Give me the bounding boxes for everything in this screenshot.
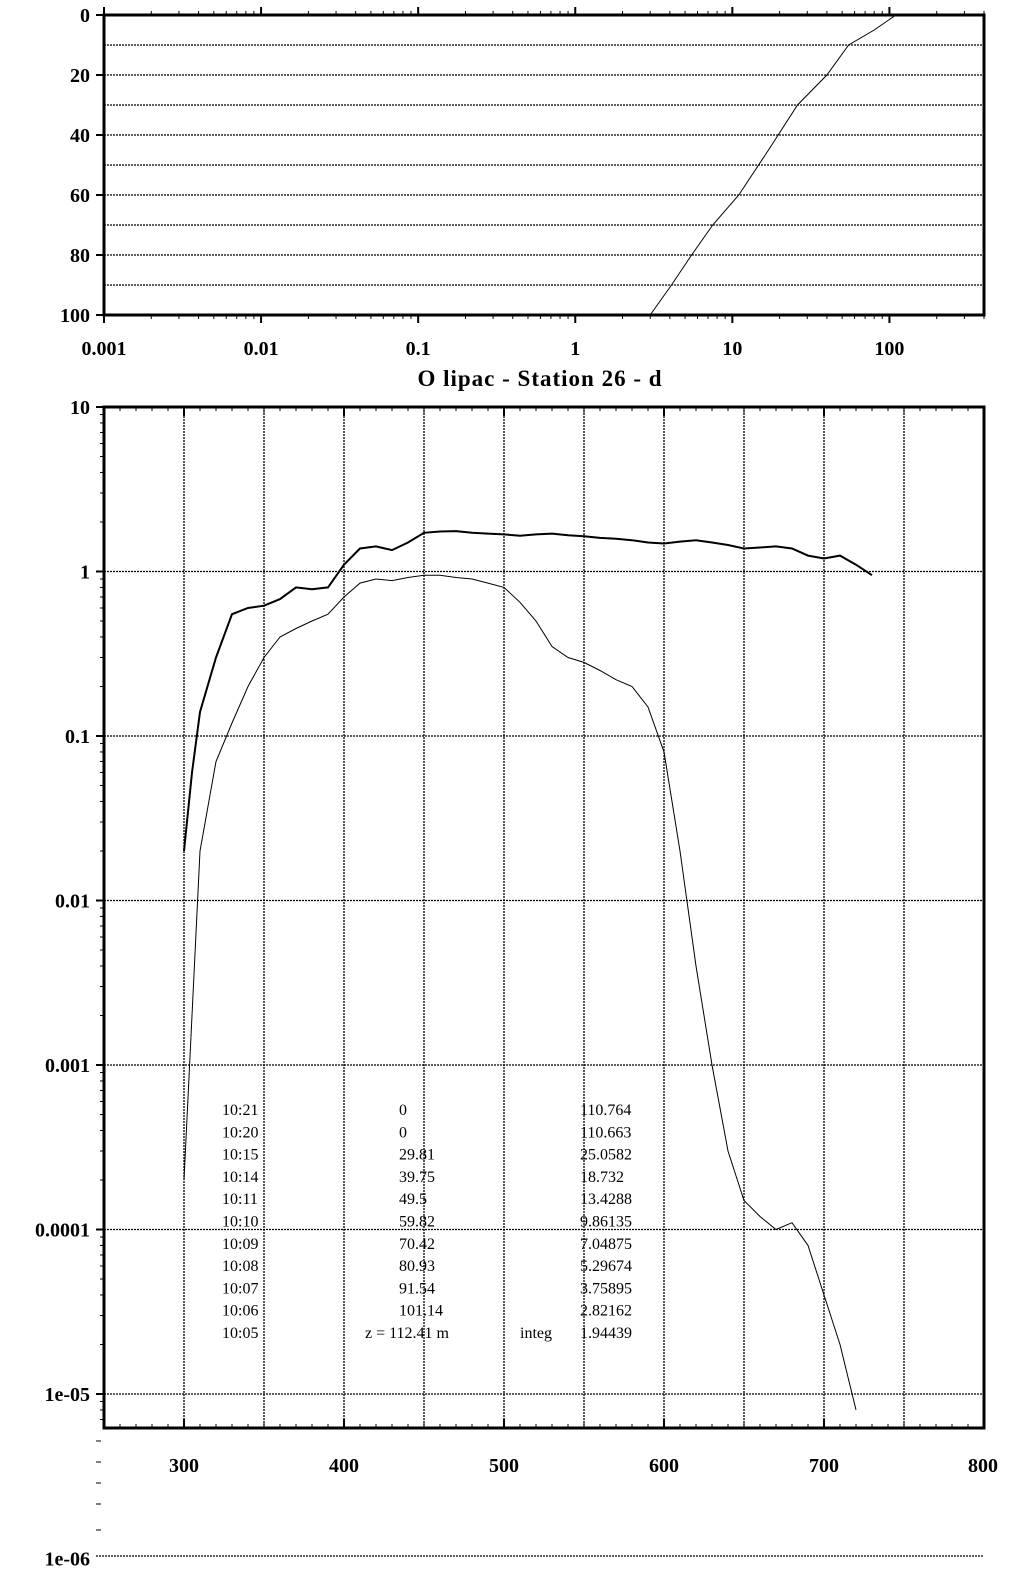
irradiance-tick-label: 0.1 [405, 338, 431, 360]
legend-time: 10:08 [222, 1258, 259, 1276]
legend-time: 10:09 [222, 1235, 259, 1253]
spectra-y-tick-label: 1e-05 [44, 1384, 90, 1406]
legend-depth: 0 [399, 1124, 407, 1142]
cast-legend [222, 1102, 632, 1342]
spectra-y-tick-label: 10 [70, 397, 90, 419]
legend-depth: z = 112.41 m [365, 1325, 449, 1342]
legend-time: 10:20 [222, 1124, 259, 1142]
legend-value: 5.29674 [580, 1258, 632, 1276]
legend-depth: 39.75 [399, 1168, 435, 1186]
legend-value: 25.0582 [580, 1146, 632, 1164]
chart-title: O lipac - Station 26 - d [417, 366, 663, 391]
irradiance-axis-ticks [82, 7, 985, 360]
spectra-y-tick-label: 0.01 [55, 890, 90, 913]
wavelength-tick-label: 700 [809, 1455, 839, 1477]
legend-value: 7.04875 [580, 1235, 632, 1253]
irradiance-tick-label: 10 [722, 338, 743, 360]
irradiance-tick-label: 100 [874, 338, 905, 360]
depth-axis-ticks [60, 5, 104, 327]
legend-depth: 70.42 [399, 1235, 435, 1253]
irradiance-tick-label: 1 [570, 338, 581, 360]
legend-time: 10:10 [222, 1213, 259, 1231]
legend-time: 10:21 [222, 1102, 259, 1119]
legend-time: 10:15 [222, 1146, 259, 1164]
depth-profile-grid [104, 45, 984, 285]
depth-profile-panel [60, 5, 984, 360]
spectra-y-axis-ticks [35, 397, 104, 1571]
depth-tick-label: 60 [70, 185, 90, 207]
legend-value: 13.4288 [580, 1191, 632, 1209]
wavelength-tick-label: 500 [489, 1455, 519, 1477]
wavelength-tick-label: 300 [169, 1455, 199, 1477]
depth-tick-label: 100 [60, 305, 90, 327]
spectra-panel [35, 397, 998, 1571]
legend-integ-label: integ [520, 1325, 552, 1342]
legend-value: 3.75895 [580, 1280, 632, 1298]
legend-value: 110.663 [580, 1124, 632, 1142]
spectra-y-tick-label: 0.0001 [35, 1219, 90, 1242]
legend-time: 10:07 [222, 1280, 259, 1298]
depth-tick-label: 80 [70, 245, 90, 267]
legend-depth: 0 [399, 1102, 407, 1119]
wavelength-tick-label: 800 [968, 1455, 998, 1477]
legend-time: 10:06 [222, 1302, 259, 1320]
legend-depth: 91.54 [399, 1280, 435, 1298]
spectra-y-tick-label: 0.001 [45, 1055, 90, 1077]
spectra-y-tick-label: 1 [80, 561, 90, 584]
wavelength-tick-label: 400 [329, 1455, 359, 1477]
legend-depth: 49.5 [399, 1191, 427, 1209]
spectrum-line [184, 531, 872, 851]
spectrum-line [184, 575, 856, 1410]
depth-tick-label: 40 [70, 125, 90, 147]
legend-value: 9.86135 [580, 1213, 632, 1231]
legend-depth: 80.93 [399, 1258, 435, 1276]
legend-time: 10:11 [222, 1191, 258, 1209]
depth-tick-label: 20 [70, 65, 90, 87]
irradiance-tick-label: 0.001 [81, 338, 127, 360]
legend-depth: 29.81 [399, 1146, 435, 1164]
y-axis-extension [96, 1441, 984, 1556]
wavelength-tick-label: 600 [649, 1455, 679, 1477]
legend-value: 1.94439 [580, 1325, 632, 1342]
spectra-y-tick-label: 1e-06 [44, 1548, 90, 1571]
irradiance-tick-label: 0.01 [243, 338, 279, 360]
depth-tick-label: 0 [80, 5, 90, 27]
legend-value: 110.764 [580, 1102, 632, 1119]
spectra-y-tick-label: 0.1 [65, 726, 90, 748]
legend-depth: 101.14 [399, 1302, 443, 1320]
spectra-series [184, 531, 872, 1410]
legend-depth: 59.82 [399, 1213, 435, 1231]
legend-time: 10:14 [222, 1168, 259, 1186]
legend-time: 10:05 [222, 1325, 259, 1342]
legend-value: 18.732 [580, 1168, 624, 1186]
legend-value: 2.82162 [580, 1302, 632, 1320]
